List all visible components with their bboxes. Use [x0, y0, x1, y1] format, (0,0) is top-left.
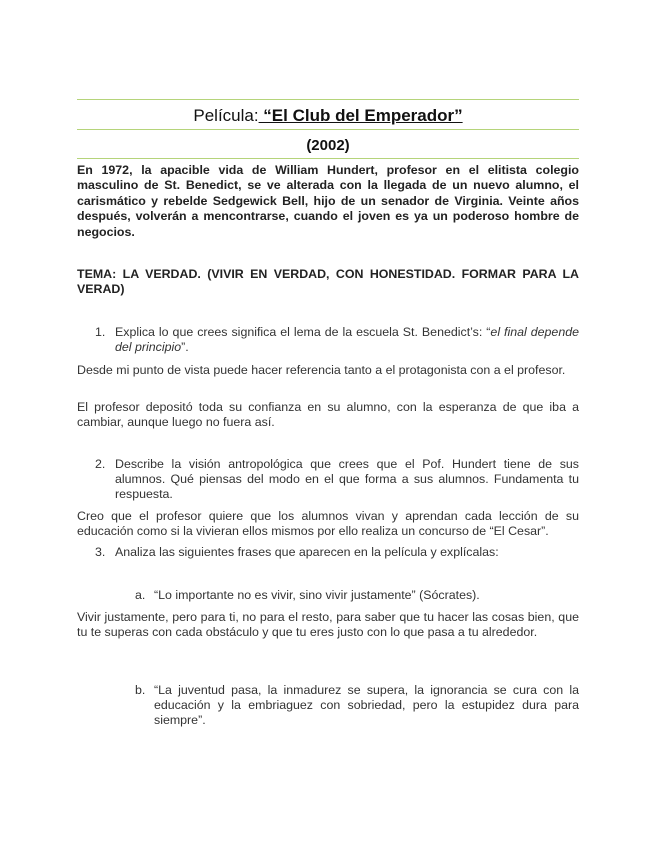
question-1-number: 1. [95, 325, 106, 339]
item-b-quote: “La juventud pasa, la inmadurez se supera, la ignorancia se cura con la educación y la embriaguez con sobriedad, pero la estupidez dura para siempre”. [154, 683, 579, 728]
item-a-letter: a. [135, 588, 146, 602]
answer-1-paragraph-2: El profesor depositó toda su confianza en su alumno, con la esperanza de que iba a cambiar, aunque luego no fuera así. [77, 400, 579, 430]
item-a-answer: Vivir justamente, pero para ti, no para el resto, para saber que tu hacer las cosas bien, que tu te superas con cada obstáculo y que tu eres justo con lo que pasa a tu alrededor. [77, 610, 579, 640]
answer-1-paragraph-1: Desde mi punto de vista puede hacer referencia tanto a el protagonista con a el profesor. [77, 363, 566, 377]
film-year: (2002) [306, 137, 350, 154]
title-prefix: Película: [193, 106, 259, 125]
question-2-number: 2. [95, 457, 106, 471]
year-rule [77, 158, 579, 159]
question-3-number: 3. [95, 545, 106, 559]
tema-heading: TEMA: LA VERDAD. (VIVIR EN VERDAD, CON HONESTIDAD. FORMAR PARA LA VERAD) [77, 267, 579, 297]
question-1-text-start: Explica lo que crees significa el lema de la escuela St. Benedict’s: “ [115, 325, 491, 339]
question-3-text: Analiza las siguientes frases que aparecen en la película y explícalas: [115, 545, 499, 559]
question-1-text-end: ”. [181, 340, 189, 355]
title-rule [77, 129, 579, 130]
question-1-motto: el final depende del principio [115, 325, 579, 355]
page-title [77, 106, 579, 126]
synopsis-paragraph: En 1972, la apacible vida de William Hundert, profesor en el elitista colegio masculino de St. Benedict, se ve alterada con la llegada de un nuevo alumno, el carismático y rebelde Sedgewick Bell, hijo de un senador de Virginia. Veinte años después, volverán a mencontrarse, cuando el joven es ya un poderoso hombre de negocios. [77, 163, 579, 239]
top-rule [77, 99, 579, 100]
film-title: “El Club del Emperador” [258, 106, 463, 125]
item-a-quote: “Lo importante no es vivir, sino vivir justamente” (Sócrates). [154, 588, 480, 602]
item-b-letter: b. [135, 683, 146, 697]
question-1-text [115, 325, 579, 355]
answer-2-paragraph: Creo que el profesor quiere que los alumnos vivan y aprendan cada lección de su educación como si la vivieran ellos mismos por ello realiza un concurso de “El Cesar”. [77, 509, 579, 539]
question-2-text: Describe la visión antropológica que crees que el Pof. Hundert tiene de sus alumnos. Qué piensas del modo en el que forma a sus alumnos. Fundamenta tu respuesta. [115, 457, 579, 502]
